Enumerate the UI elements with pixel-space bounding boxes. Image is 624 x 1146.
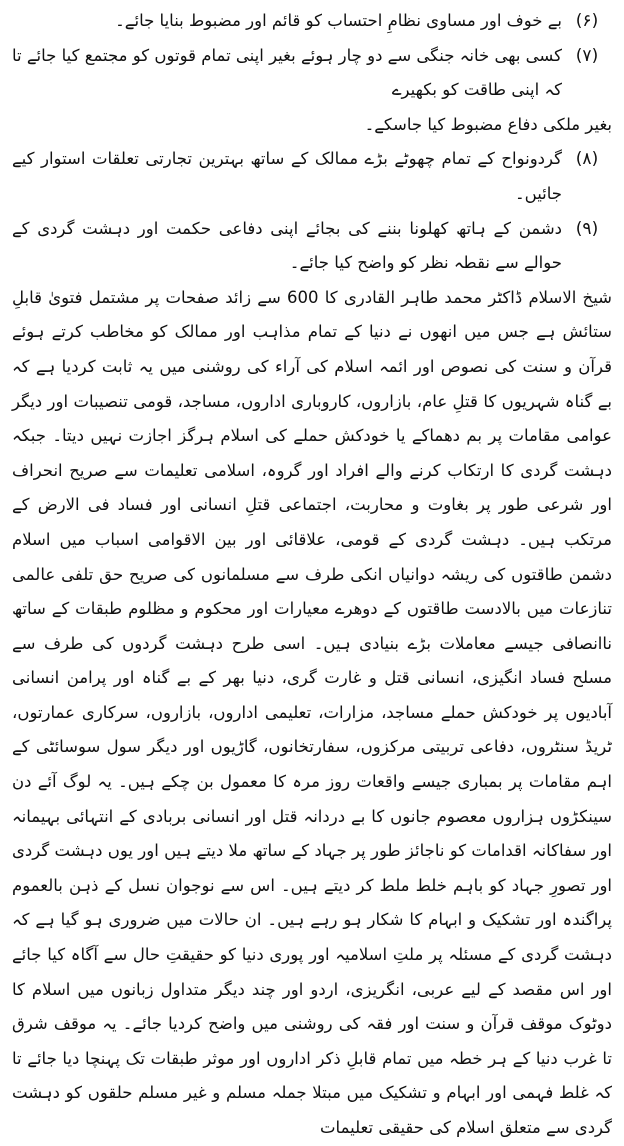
- list-item-9: [12, 212, 612, 281]
- list-text: دشمن کے ہاتھ کھلونا بننے کی بجائے اپنی دفاعی حکمت اور دہشت گردی کے حوالے سے نقطہ نظر کو واضح کیا جائے۔: [12, 218, 562, 273]
- list-text: کسی بھی خانہ جنگی سے دو چار ہوئے بغیر اپنی تمام قوتوں کو مجتمع کیا جائے تا کہ اپنی طاقت کو بکھیرے: [12, 45, 562, 100]
- list-number: (۸): [575, 149, 599, 170]
- list-number: (۷): [575, 45, 599, 66]
- list-number: (۶): [575, 11, 599, 31]
- list-item-6: [12, 4, 612, 39]
- body-paragraph: شیخ الاسلام ڈاکٹر محمد طاہر القادری کا 600 سے زائد صفحات پر مشتمل فتویٰ قابلِ ستائش ہے جس میں انھوں نے دنیا کے تمام مذاہب اور ممالک کو مخاطب کرتے ہوئے قرآن و سنت کی نصوص اور ائمہ اسلام کی آراء کی روشنی میں یہ ثابت کردیا ہے کہ بے گناہ شہریوں کا قتلِ عام، بازاروں، کاروباری اداروں، مساجد، قومی تنصیبات اور دیگر عوامی مقامات پر بم دھماکے یا خودکش حملے کی اسلام ہرگز اجازت نہیں دیتا۔ جبکہ دہشت گردی کا ارتکاب کرنے والے افراد اور گروہ، اسلامی تعلیمات سے صریح انحراف اور شرعی طور پر بغاوت و محاربت، اجتماعی قتلِ انسانی اور فساد فی الارض کے مرتکب ہیں۔ دہشت گردی کے قومی، علاقائی اور بین الاقوامی اسباب میں اسلام دشمن طاقتوں کی ریشہ دوانیاں انکی طرف سے مسلمانوں کی صریح حق تلفی عالمی تنازعات میں بالادست طاقتوں کے دوھرے معیارات اور محکوم و مظلوم طبقات کے ساتھ ناانصافی جیسے معاملات بڑے بنیادی ہیں۔ اسی طرح دہشت گردوں کی طرف سے مسلح فساد انگیزی، انسانی قتل و غارت گری، دنیا بھر کے بے گناہ اور پرامن انسانی آبادیوں پر خودکش حملے مساجد، مزارات، تعلیمی اداروں، بازاروں، سرکاری عمارتوں، ٹریڈ سنٹروں، دفاعی تربیتی مرکزوں، سفارتخانوں، گاڑیوں اور دیگر سول سوسائٹی کے اہم مقامات پر بمباری جیسے واقعات روز مرہ کا معمول بن چکے ہیں۔ یہ لوگ آئے دن سینکڑوں ہزاروں معصوم جانوں کا بے دردانہ قتل اور انسانی بربادی کے انتہائی بہیمانہ اور سفاکانہ اقدامات کو ناجائز طور پر جہاد کے ساتھ ملا دیتے ہیں اور یوں دہشت گردی اور تصورِ جہاد کو باہم خلط ملط کر دیتے ہیں۔ اس سے نوجوان نسل کے ذہن بالعموم پراگندہ اور تشکیک و ابہام کا شکار ہو رہے ہیں۔ ان حالات میں ضروری ہو گیا ہے کہ دہشت گردی کے مسئلہ پر ملتِ اسلامیہ اور پوری دنیا کو حقیقتِ حال سے آگاہ کیا جائے اور اس مقصد کے لیے عربی، انگریزی، اردو اور چند دیگر متداول زبانوں میں اسلام کا دوٹوک موقف قرآن و سنت اور فقہ کی روشنی میں واضح کردیا جائے۔ یہ موقف شرق تا غرب دنیا کے ہر خطہ میں تمام قابلِ ذکر اداروں اور موثر طبقات تک پہنچا دیا جائے تا کہ غلط فہمی اور ابہام و تشکیک میں مبتلا جملہ مسلم و غیر مسلم حلقوں کو دہشت گردی سے متعلق اسلام کی حقیقی تعلیمات: [12, 287, 612, 1137]
- list-item-7-continuation: بغیر ملکی دفاع مضبوط کیا جاسکے۔: [364, 114, 612, 134]
- list-item-7: [12, 39, 612, 108]
- list-text: بے خوف اور مساوی نظامِ احتساب کو قائم اور مضبوط بنایا جائے۔: [115, 11, 562, 30]
- list-item-8: [12, 142, 612, 211]
- list-number: (۹): [575, 218, 599, 239]
- list-text: گردونواح کے تمام چھوٹے بڑے ممالک کے ساتھ بہترین تجارتی تعلقات استوار کیے جائیں۔: [12, 149, 562, 203]
